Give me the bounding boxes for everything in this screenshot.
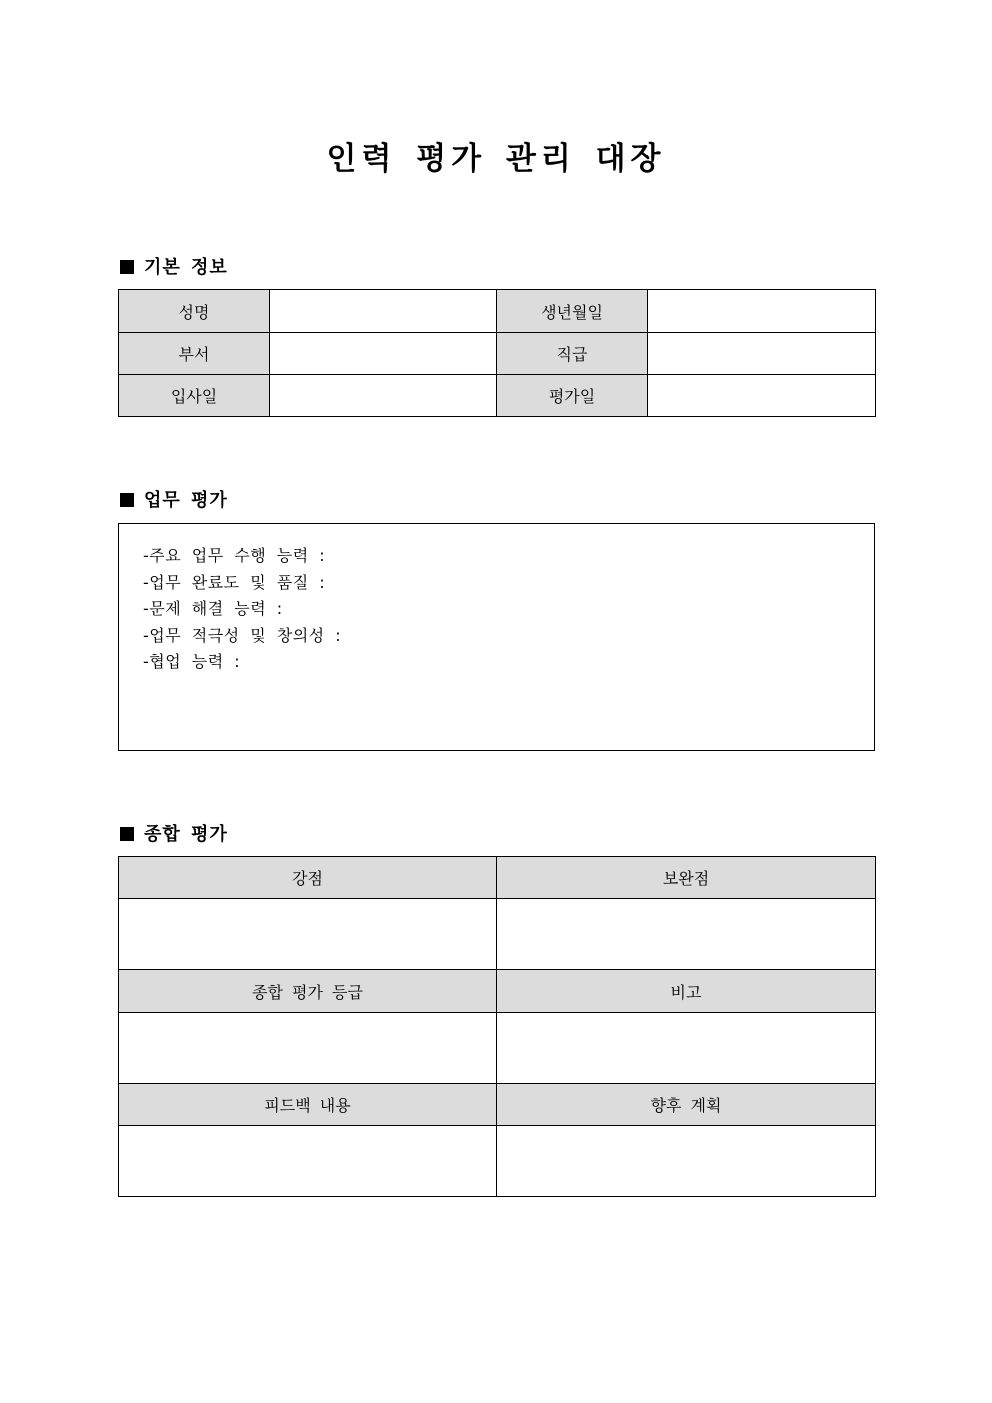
- table-row: [119, 1126, 876, 1197]
- join-date-label: 입사일: [119, 375, 270, 417]
- remarks-field[interactable]: [497, 1013, 876, 1084]
- section-heading-label: 업무 평가: [144, 490, 228, 511]
- overall-grade-field[interactable]: [119, 1013, 497, 1084]
- section-heading-work: [120, 486, 228, 512]
- square-bullet-icon: [120, 260, 134, 274]
- join-date-field[interactable]: [270, 375, 497, 417]
- table-row: [119, 1084, 876, 1126]
- department-field[interactable]: [270, 333, 497, 375]
- table-row: [119, 970, 876, 1013]
- table-row: [119, 290, 876, 333]
- table-row: [119, 1013, 876, 1084]
- feedback-label: 피드백 내용: [119, 1084, 497, 1126]
- table-row: [119, 375, 876, 417]
- overall-grade-label: 종합 평가 등급: [119, 970, 497, 1013]
- section-heading-overall: [120, 820, 228, 846]
- future-plan-field[interactable]: [497, 1126, 876, 1197]
- improvements-field[interactable]: [497, 899, 876, 970]
- list-item: -주요 업무 수행 능력 :: [143, 546, 326, 565]
- improvements-label: 보완점: [497, 857, 876, 899]
- section-heading-basic: [120, 253, 228, 279]
- work-evaluation-box[interactable]: [118, 523, 875, 751]
- name-field[interactable]: [270, 290, 497, 333]
- square-bullet-icon: [120, 493, 134, 507]
- list-item: -업무 적극성 및 창의성 :: [143, 625, 342, 645]
- strengths-field[interactable]: [119, 899, 497, 970]
- list-item: -협업 능력 :: [143, 652, 241, 671]
- future-plan-label: 향후 계획: [497, 1084, 876, 1126]
- list-item: -업무 완료도 및 품질 :: [143, 572, 326, 592]
- birthdate-label: 생년월일: [497, 290, 648, 333]
- overall-evaluation-table: [118, 856, 876, 1197]
- birthdate-field[interactable]: [648, 290, 876, 333]
- square-bullet-icon: [120, 827, 134, 841]
- table-row: [119, 857, 876, 899]
- page-title: 인력 평가 관리 대장: [326, 141, 666, 177]
- evaluation-date-label: 평가일: [497, 375, 648, 417]
- list-item: -문제 해결 능력 :: [143, 599, 283, 618]
- remarks-label: 비고: [497, 970, 876, 1013]
- section-heading-label: 종합 평가: [144, 824, 228, 845]
- table-row: [119, 899, 876, 970]
- table-row: [119, 333, 876, 375]
- position-field[interactable]: [648, 333, 876, 375]
- department-label: 부서: [119, 333, 270, 375]
- evaluation-date-field[interactable]: [648, 375, 876, 417]
- basic-info-table: [118, 289, 876, 417]
- position-label: 직급: [497, 333, 648, 375]
- name-label: 성명: [119, 290, 270, 333]
- work-evaluation-list: [143, 543, 341, 676]
- section-heading-label: 기본 정보: [144, 257, 228, 278]
- feedback-field[interactable]: [119, 1126, 497, 1197]
- strengths-label: 강점: [119, 857, 497, 899]
